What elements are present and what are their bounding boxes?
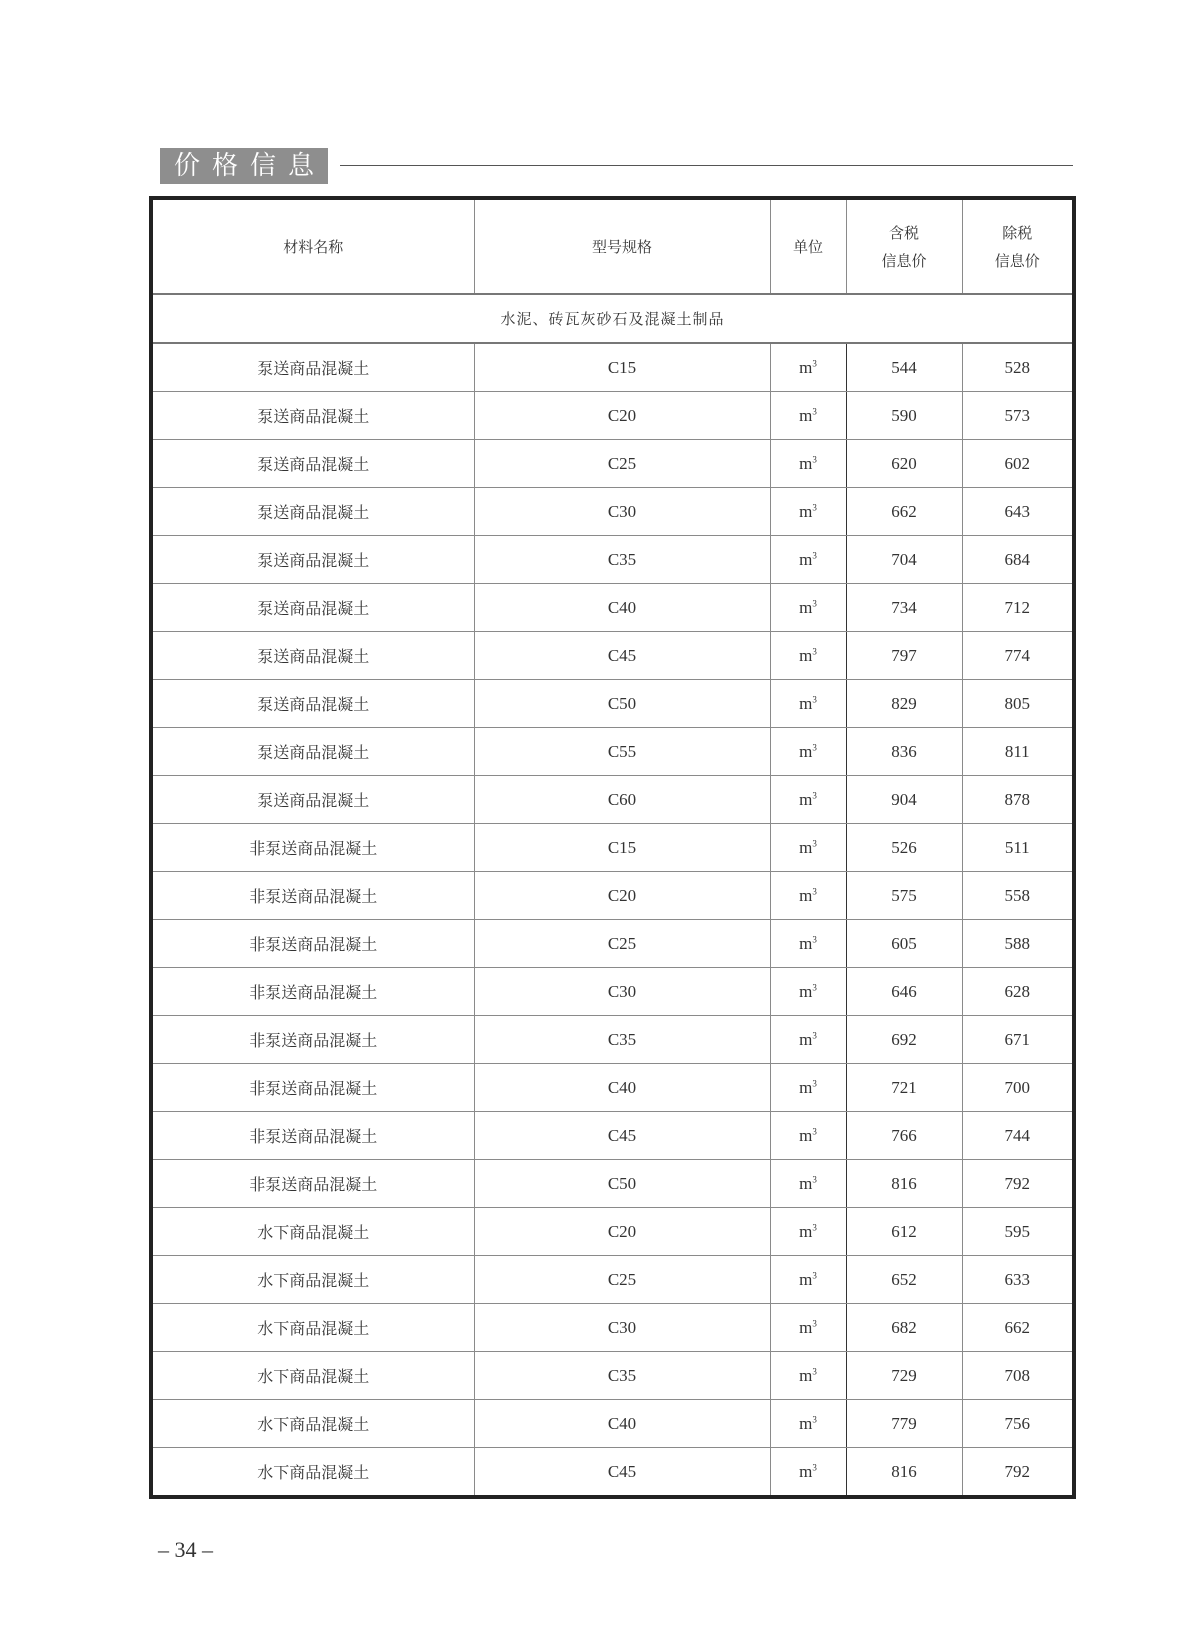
cell-material-name: 水下商品混凝土 [151, 1304, 474, 1352]
unit-exponent: 3 [812, 549, 817, 560]
cell-unit [770, 1016, 846, 1064]
table-row [151, 1304, 1074, 1352]
cell-spec: C30 [474, 1304, 770, 1352]
unit-exponent: 3 [812, 693, 817, 704]
price-table [149, 196, 1076, 1499]
unit-base: m [799, 1221, 813, 1241]
cell-unit [770, 1304, 846, 1352]
cell-price-without-tax: 595 [962, 1208, 1074, 1256]
header-price-without-tax-line1: 除税 [1002, 223, 1033, 242]
unit-exponent: 3 [812, 1125, 817, 1136]
unit-exponent: 3 [812, 1461, 817, 1472]
table-row [151, 824, 1074, 872]
unit-base: m [799, 1365, 813, 1385]
unit-exponent: 3 [812, 1173, 817, 1184]
table-row [151, 968, 1074, 1016]
cell-price-with-tax: 612 [846, 1208, 962, 1256]
cell-spec: C50 [474, 1160, 770, 1208]
unit-base: m [799, 405, 813, 425]
cell-material-name: 泵送商品混凝土 [151, 632, 474, 680]
section-divider [340, 165, 1073, 166]
cell-unit [770, 1448, 846, 1498]
category-label: 水泥、砖瓦灰砂石及混凝土制品 [151, 294, 1074, 343]
cell-unit [770, 1256, 846, 1304]
table-row [151, 1160, 1074, 1208]
cell-price-with-tax: 662 [846, 488, 962, 536]
cell-material-name: 非泵送商品混凝土 [151, 920, 474, 968]
cell-spec: C20 [474, 872, 770, 920]
unit-exponent: 3 [812, 1029, 817, 1040]
unit-base: m [799, 1413, 813, 1433]
unit-exponent: 3 [812, 741, 817, 752]
cell-unit [770, 1064, 846, 1112]
table-row [151, 1352, 1074, 1400]
unit-exponent: 3 [812, 645, 817, 656]
table-row [151, 776, 1074, 824]
table-row [151, 392, 1074, 440]
unit-base: m [799, 1077, 813, 1097]
unit-exponent: 3 [812, 1413, 817, 1424]
table-row [151, 536, 1074, 584]
cell-price-without-tax: 708 [962, 1352, 1074, 1400]
cell-price-without-tax: 744 [962, 1112, 1074, 1160]
header-price-without-tax [962, 198, 1074, 294]
cell-material-name: 水下商品混凝土 [151, 1352, 474, 1400]
cell-price-with-tax: 816 [846, 1160, 962, 1208]
cell-price-without-tax: 602 [962, 440, 1074, 488]
cell-spec: C60 [474, 776, 770, 824]
cell-material-name: 非泵送商品混凝土 [151, 1160, 474, 1208]
unit-exponent: 3 [812, 501, 817, 512]
table-row [151, 1016, 1074, 1064]
cell-spec: C35 [474, 536, 770, 584]
cell-spec: C40 [474, 1064, 770, 1112]
header-price-with-tax-line2: 信息价 [881, 251, 927, 270]
unit-exponent: 3 [812, 357, 817, 368]
unit-base: m [799, 789, 813, 809]
cell-unit [770, 824, 846, 872]
cell-unit [770, 392, 846, 440]
cell-spec: C40 [474, 1400, 770, 1448]
cell-material-name: 泵送商品混凝土 [151, 392, 474, 440]
cell-spec: C55 [474, 728, 770, 776]
cell-spec: C15 [474, 824, 770, 872]
table-row [151, 440, 1074, 488]
header-spec: 型号规格 [474, 198, 770, 294]
cell-price-with-tax: 652 [846, 1256, 962, 1304]
cell-unit [770, 440, 846, 488]
cell-unit [770, 584, 846, 632]
cell-unit [770, 1160, 846, 1208]
cell-price-with-tax: 590 [846, 392, 962, 440]
cell-price-without-tax: 700 [962, 1064, 1074, 1112]
cell-price-with-tax: 526 [846, 824, 962, 872]
unit-base: m [799, 1125, 813, 1145]
cell-price-without-tax: 811 [962, 728, 1074, 776]
cell-material-name: 泵送商品混凝土 [151, 680, 474, 728]
cell-price-with-tax: 575 [846, 872, 962, 920]
cell-price-without-tax: 805 [962, 680, 1074, 728]
cell-price-without-tax: 528 [962, 343, 1074, 392]
table-row [151, 1256, 1074, 1304]
cell-price-without-tax: 792 [962, 1448, 1074, 1498]
cell-spec: C45 [474, 632, 770, 680]
cell-spec: C25 [474, 920, 770, 968]
table-row [151, 584, 1074, 632]
cell-spec: C30 [474, 488, 770, 536]
cell-material-name: 水下商品混凝土 [151, 1208, 474, 1256]
cell-unit [770, 536, 846, 584]
cell-unit [770, 1208, 846, 1256]
table-row [151, 872, 1074, 920]
cell-material-name: 泵送商品混凝土 [151, 728, 474, 776]
header-material-name: 材料名称 [151, 198, 474, 294]
cell-price-without-tax: 511 [962, 824, 1074, 872]
unit-base: m [799, 1269, 813, 1289]
cell-price-without-tax: 573 [962, 392, 1074, 440]
table-row [151, 1448, 1074, 1498]
cell-price-with-tax: 729 [846, 1352, 962, 1400]
unit-base: m [799, 597, 813, 617]
cell-price-without-tax: 588 [962, 920, 1074, 968]
unit-exponent: 3 [812, 1269, 817, 1280]
cell-material-name: 泵送商品混凝土 [151, 440, 474, 488]
cell-price-with-tax: 544 [846, 343, 962, 392]
unit-exponent: 3 [812, 837, 817, 848]
unit-exponent: 3 [812, 933, 817, 944]
cell-price-without-tax: 558 [962, 872, 1074, 920]
cell-price-with-tax: 704 [846, 536, 962, 584]
cell-unit [770, 776, 846, 824]
table-row [151, 1400, 1074, 1448]
cell-material-name: 水下商品混凝土 [151, 1256, 474, 1304]
cell-unit [770, 1352, 846, 1400]
cell-price-without-tax: 756 [962, 1400, 1074, 1448]
unit-base: m [799, 693, 813, 713]
unit-exponent: 3 [812, 1077, 817, 1088]
table-row [151, 1064, 1074, 1112]
unit-base: m [799, 1317, 813, 1337]
unit-base: m [799, 501, 813, 521]
unit-base: m [799, 933, 813, 953]
cell-price-with-tax: 904 [846, 776, 962, 824]
unit-base: m [799, 741, 813, 761]
cell-price-with-tax: 646 [846, 968, 962, 1016]
cell-price-with-tax: 721 [846, 1064, 962, 1112]
table-row [151, 488, 1074, 536]
unit-exponent: 3 [812, 1221, 817, 1232]
cell-price-without-tax: 792 [962, 1160, 1074, 1208]
cell-spec: C40 [474, 584, 770, 632]
cell-material-name: 泵送商品混凝土 [151, 536, 474, 584]
header-price-without-tax-line2: 信息价 [994, 251, 1040, 270]
cell-spec: C25 [474, 1256, 770, 1304]
cell-price-without-tax: 684 [962, 536, 1074, 584]
cell-price-with-tax: 766 [846, 1112, 962, 1160]
unit-base: m [799, 981, 813, 1001]
cell-material-name: 泵送商品混凝土 [151, 776, 474, 824]
cell-spec: C45 [474, 1448, 770, 1498]
cell-price-with-tax: 692 [846, 1016, 962, 1064]
cell-price-with-tax: 816 [846, 1448, 962, 1498]
cell-price-with-tax: 605 [846, 920, 962, 968]
cell-material-name: 非泵送商品混凝土 [151, 1112, 474, 1160]
unit-exponent: 3 [812, 981, 817, 992]
cell-material-name: 泵送商品混凝土 [151, 488, 474, 536]
cell-unit [770, 343, 846, 392]
cell-material-name: 非泵送商品混凝土 [151, 1016, 474, 1064]
cell-material-name: 水下商品混凝土 [151, 1400, 474, 1448]
cell-price-with-tax: 734 [846, 584, 962, 632]
cell-unit [770, 968, 846, 1016]
table-header-row [151, 198, 1074, 294]
cell-price-without-tax: 774 [962, 632, 1074, 680]
cell-price-without-tax: 878 [962, 776, 1074, 824]
cell-price-without-tax: 643 [962, 488, 1074, 536]
cell-material-name: 泵送商品混凝土 [151, 584, 474, 632]
cell-spec: C30 [474, 968, 770, 1016]
cell-spec: C20 [474, 392, 770, 440]
cell-material-name: 水下商品混凝土 [151, 1448, 474, 1498]
cell-price-with-tax: 797 [846, 632, 962, 680]
cell-price-without-tax: 662 [962, 1304, 1074, 1352]
unit-exponent: 3 [812, 597, 817, 608]
cell-spec: C45 [474, 1112, 770, 1160]
unit-exponent: 3 [812, 789, 817, 800]
cell-price-with-tax: 620 [846, 440, 962, 488]
section-title: 价格信息 [160, 148, 328, 184]
unit-exponent: 3 [812, 885, 817, 896]
cell-unit [770, 728, 846, 776]
unit-base: m [799, 549, 813, 569]
cell-material-name: 非泵送商品混凝土 [151, 1064, 474, 1112]
cell-price-without-tax: 633 [962, 1256, 1074, 1304]
unit-base: m [799, 645, 813, 665]
cell-unit [770, 1112, 846, 1160]
table-row [151, 920, 1074, 968]
cell-unit [770, 488, 846, 536]
cell-price-with-tax: 682 [846, 1304, 962, 1352]
cell-unit [770, 920, 846, 968]
cell-material-name: 非泵送商品混凝土 [151, 968, 474, 1016]
cell-spec: C35 [474, 1352, 770, 1400]
unit-exponent: 3 [812, 1317, 817, 1328]
cell-material-name: 泵送商品混凝土 [151, 343, 474, 392]
table-row [151, 1112, 1074, 1160]
header-price-with-tax-line1: 含税 [888, 223, 919, 242]
cell-unit [770, 872, 846, 920]
cell-material-name: 非泵送商品混凝土 [151, 872, 474, 920]
cell-material-name: 非泵送商品混凝土 [151, 824, 474, 872]
unit-base: m [799, 885, 813, 905]
unit-base: m [799, 837, 813, 857]
unit-exponent: 3 [812, 405, 817, 416]
unit-base: m [799, 1461, 813, 1481]
cell-spec: C20 [474, 1208, 770, 1256]
cell-spec: C35 [474, 1016, 770, 1064]
cell-price-without-tax: 671 [962, 1016, 1074, 1064]
cell-spec: C15 [474, 343, 770, 392]
cell-price-with-tax: 779 [846, 1400, 962, 1448]
cell-price-with-tax: 829 [846, 680, 962, 728]
unit-exponent: 3 [812, 1365, 817, 1376]
header-price-with-tax [846, 198, 962, 294]
cell-price-with-tax: 836 [846, 728, 962, 776]
unit-base: m [799, 1173, 813, 1193]
cell-unit [770, 1400, 846, 1448]
table-row [151, 1208, 1074, 1256]
table-row [151, 343, 1074, 392]
cell-unit [770, 632, 846, 680]
category-row [151, 294, 1074, 343]
unit-base: m [799, 357, 813, 377]
table-row [151, 728, 1074, 776]
cell-price-without-tax: 628 [962, 968, 1074, 1016]
unit-base: m [799, 453, 813, 473]
cell-spec: C25 [474, 440, 770, 488]
cell-unit [770, 680, 846, 728]
table-row [151, 632, 1074, 680]
cell-price-without-tax: 712 [962, 584, 1074, 632]
cell-spec: C50 [474, 680, 770, 728]
unit-exponent: 3 [812, 453, 817, 464]
unit-base: m [799, 1029, 813, 1049]
page-number: – 34 – [158, 1537, 213, 1562]
table-row [151, 680, 1074, 728]
header-unit: 单位 [770, 198, 846, 294]
